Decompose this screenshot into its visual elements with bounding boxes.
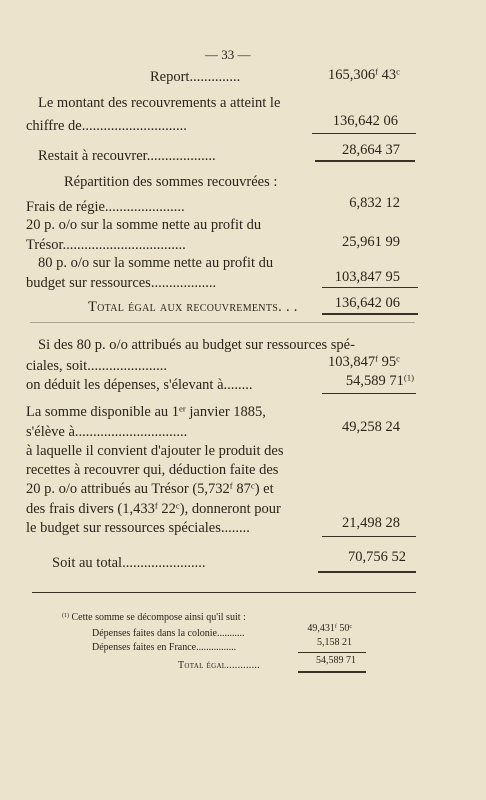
disponible-amount: 49,258 24 [342, 419, 400, 435]
disponible-line3: à laquelle il convient d'ajouter le produit des [26, 443, 284, 459]
report-amount: 165,306$^f$ 43$^c$ [327, 66, 400, 83]
budget80-line2: budget sur ressources.................. [26, 275, 217, 291]
recouvrements-line2: chiffre de............................. [26, 118, 187, 134]
speciales-line2: ciales, soit...................... [26, 358, 167, 374]
rule [298, 652, 366, 653]
frais-amount: 6,832 12 [349, 195, 400, 211]
recouvrements-amount: 136,642 06 [332, 113, 398, 129]
rule [322, 287, 418, 288]
disponible-line1: La somme disponible au 1er janvier 1885, [26, 403, 266, 420]
total-label: Soit au total....................... [52, 555, 206, 571]
footnote-row-2-label: Dépenses faites en France................ [92, 642, 237, 653]
footnote-ref[interactable]: (1) [403, 372, 414, 383]
disponible-line7-amount: 21,498 28 [342, 515, 400, 531]
footnote-row-1-label: Dépenses faites dans la colonie........... [92, 628, 245, 639]
repartition-heading: Répartition des sommes recouvrées : [64, 174, 278, 190]
tresor-line2: Trésor.................................. [26, 237, 186, 253]
rule-double [315, 160, 415, 162]
speciales-amount: 103,847$^f$ 95$^c$ [327, 353, 400, 370]
rule-double [322, 313, 418, 315]
rule [322, 536, 416, 537]
section-separator [30, 322, 415, 323]
speciales-line1: Si des 80 p. o/o attribués au budget sur ressources spé- [38, 337, 355, 353]
budget80-line1: 80 p. o/o sur la somme nette au profit du [38, 255, 274, 271]
page-number: — 33 — [205, 47, 251, 62]
footnote-row-1-amount: 49,431$^f$ 50$^c$ [307, 623, 352, 634]
report-label: Report.............. [150, 69, 241, 85]
frais-label: Frais de régie...................... [26, 199, 185, 215]
disponible-line7: le budget sur ressources spéciales........ [26, 520, 250, 536]
rule [322, 393, 416, 394]
rule-double [298, 671, 366, 673]
deduit-label: on déduit les dépenses, s'élevant à........ [26, 377, 253, 393]
footnote-intro: $^{(1)}$ Cette somme se décompose ainsi qu'il suit : [62, 612, 246, 623]
footnote-total-label: Total égal............ [178, 660, 260, 671]
budget80-amount: 103,847 95 [334, 269, 400, 285]
restait-amount: 28,664 37 [342, 142, 400, 158]
total-egal-amount: 136,642 06 [334, 295, 400, 311]
tresor-amount: 25,961 99 [342, 234, 400, 250]
footnote-separator [32, 592, 416, 593]
rule [312, 133, 416, 134]
rule-double [318, 571, 416, 573]
restait-label: Restait à recouvrer................... [38, 148, 216, 164]
total-amount: 70,756 52 [348, 549, 406, 565]
disponible-line5: 20 p. o/o attribués au Trésor (5,732$^f$ 87$^c$) et [26, 480, 274, 497]
total-egal-label: Total égal aux recouvrements. . . [88, 299, 298, 315]
disponible-line4: recettes à recouvrer qui, déduction faite des [26, 462, 279, 478]
footnote-row-2-amount: 5,158 21 [317, 637, 352, 648]
recouvrements-line1: Le montant des recouvrements a atteint le [38, 95, 281, 111]
disponible-line6: des frais divers (1,433$^f$ 22$^c$), donneront pour [26, 500, 281, 517]
deduit-amount: 54,589 71$^{(1)}$ [345, 372, 414, 389]
disponible-line2: s'élève à............................... [26, 424, 188, 440]
tresor-line1: 20 p. o/o sur la somme nette au profit du [26, 217, 262, 233]
footnote-total-amount: 54,589 71 [316, 655, 356, 666]
